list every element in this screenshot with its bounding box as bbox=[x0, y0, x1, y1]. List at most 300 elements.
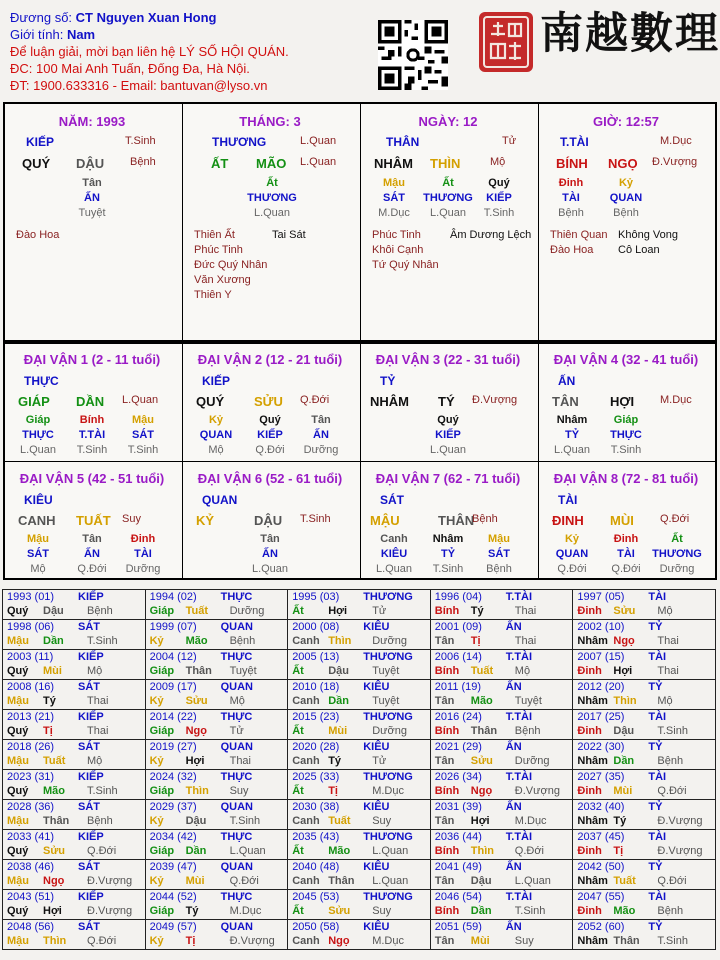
thapthan-label: THÂN bbox=[386, 135, 420, 149]
year-thapthan: KIẾP bbox=[78, 831, 104, 843]
year-label: 2040 (48) bbox=[292, 861, 340, 873]
dv-hidden-stem: Đinh bbox=[613, 533, 639, 545]
year-thapthan: THƯƠNG bbox=[363, 591, 413, 603]
year-thapthan: TÀI bbox=[648, 771, 667, 783]
year-branch: Dậu bbox=[43, 605, 64, 617]
year-cell bbox=[3, 920, 146, 950]
year-cell bbox=[430, 800, 573, 830]
year-label: 2052 (60) bbox=[577, 921, 625, 933]
year-stem: Nhâm bbox=[577, 635, 608, 647]
gender-value: Nam bbox=[66, 27, 96, 42]
dv-hidden-thapthan: TÀI bbox=[134, 548, 152, 560]
year-stem: Nhâm bbox=[577, 695, 608, 707]
year-cell bbox=[145, 770, 288, 800]
hidden-stem: Mậu bbox=[383, 177, 405, 189]
year-stem: Kỷ bbox=[149, 875, 164, 887]
year-thapthan: TÀI bbox=[648, 831, 667, 843]
year-stage: Dưỡng bbox=[372, 725, 407, 737]
year-cell bbox=[430, 650, 573, 680]
year-label: 2032 (40) bbox=[577, 801, 625, 813]
year-label: 2022 (30) bbox=[577, 741, 625, 753]
year-label: 2013 (21) bbox=[7, 711, 55, 723]
year-thapthan: TỶ bbox=[648, 861, 663, 873]
dv-hidden-thapthan: SÁT bbox=[132, 429, 154, 441]
year-stage: L.Quan bbox=[514, 875, 551, 887]
pillar-title: NĂM: 1993 bbox=[58, 114, 126, 129]
year-stem: Đinh bbox=[577, 725, 602, 737]
dai-van-stem: MẬU bbox=[370, 513, 400, 528]
year-stem: Giáp bbox=[149, 665, 175, 677]
dv-hidden-stem: Tân bbox=[82, 533, 102, 545]
dv-hidden-thapthan: THỰC bbox=[610, 429, 642, 441]
dv-hidden-stem: Mậu bbox=[132, 414, 154, 426]
star-left: Văn Xương bbox=[194, 274, 251, 286]
year-label: 2008 (16) bbox=[7, 681, 55, 693]
dai-van-thapthan: ẤN bbox=[558, 374, 576, 388]
pillar-title: NGÀY: 12 bbox=[418, 114, 478, 129]
pillar-2 bbox=[360, 104, 536, 340]
dai-van-title: ĐẠI VẬN 4 (32 - 41 tuổi) bbox=[553, 352, 699, 367]
year-cell bbox=[573, 710, 716, 740]
year-thapthan: THƯƠNG bbox=[363, 651, 413, 663]
year-cell bbox=[430, 680, 573, 710]
year-thapthan: SÁT bbox=[78, 921, 100, 933]
year-label: 2003 (11) bbox=[7, 651, 54, 663]
year-stem: Mậu bbox=[7, 875, 29, 887]
year-cell bbox=[145, 740, 288, 770]
dv-hidden-stem: Quý bbox=[437, 414, 459, 426]
year-cell bbox=[145, 920, 288, 950]
year-cell bbox=[145, 680, 288, 710]
year-branch: Sửu bbox=[43, 845, 66, 857]
hidden-stem: Ất bbox=[266, 177, 278, 189]
dai-van-stem: CANH bbox=[18, 513, 56, 528]
owner-name: CT Nguyen Xuan Hong bbox=[75, 10, 217, 25]
year-stage: Thai bbox=[229, 755, 251, 767]
star-left: Thiên Ất bbox=[194, 229, 235, 241]
year-stage: Bệnh bbox=[87, 815, 113, 827]
year-label: 1995 (03) bbox=[292, 591, 340, 603]
year-cell bbox=[288, 920, 431, 950]
year-cell bbox=[3, 770, 146, 800]
star-left: Tứ Quý Nhân bbox=[372, 259, 439, 271]
year-branch: Thìn bbox=[328, 635, 352, 647]
year-stem: Giáp bbox=[149, 725, 175, 737]
earthly-branch: THÌN bbox=[430, 156, 461, 171]
year-label: 2019 (27) bbox=[149, 741, 197, 753]
year-stage: Thai bbox=[657, 635, 679, 647]
year-stem: Quý bbox=[7, 905, 29, 917]
year-stage: Tuyệt bbox=[514, 695, 542, 707]
year-thapthan: TÀI bbox=[648, 591, 667, 603]
year-stem: Quý bbox=[7, 605, 29, 617]
year-stage: Đ.Vượng bbox=[657, 815, 703, 827]
hidden-stage: Tuyệt bbox=[78, 207, 106, 219]
year-stem: Quý bbox=[7, 785, 29, 797]
year-stage: Đ.Vượng bbox=[657, 845, 703, 857]
dv-hidden-stage: L.Quan bbox=[429, 444, 467, 456]
year-label: 1997 (05) bbox=[577, 591, 625, 603]
year-thapthan: KIÊU bbox=[363, 801, 390, 813]
year-cell bbox=[288, 740, 431, 770]
year-stem: Ất bbox=[292, 605, 304, 617]
year-label: 2044 (52) bbox=[149, 891, 197, 903]
year-thapthan: KIẾP bbox=[78, 591, 104, 603]
year-stage: T.Sinh bbox=[514, 905, 546, 917]
dai-van-stage: T.Sinh bbox=[300, 513, 331, 525]
dai-van-title: ĐẠI VẬN 6 (52 - 61 tuổi) bbox=[197, 471, 343, 486]
year-cell bbox=[430, 710, 573, 740]
hidden-thapthan: THƯƠNG bbox=[247, 192, 297, 204]
year-cell bbox=[288, 710, 431, 740]
stage-label: T.Sinh bbox=[125, 135, 156, 147]
year-label: 2018 (26) bbox=[7, 741, 55, 753]
year-branch: Sửu bbox=[470, 755, 493, 767]
year-stem: Mậu bbox=[7, 935, 29, 947]
year-stage: L.Quan bbox=[372, 845, 409, 857]
dv-hidden-thapthan: SÁT bbox=[27, 548, 49, 560]
year-stem: Giáp bbox=[149, 845, 175, 857]
heavenly-stem: QUÝ bbox=[22, 156, 51, 171]
dv-hidden-stage: T.Sinh bbox=[127, 444, 159, 456]
year-thapthan: THƯƠNG bbox=[363, 831, 413, 843]
year-branch: Dần bbox=[613, 755, 635, 767]
year-stem: Bính bbox=[434, 845, 460, 857]
dai-van-stem: GIÁP bbox=[18, 394, 50, 409]
year-thapthan: SÁT bbox=[78, 861, 100, 873]
year-thapthan: QUAN bbox=[220, 921, 253, 933]
year-label: 2037 (45) bbox=[577, 831, 625, 843]
year-label: 2047 (55) bbox=[577, 891, 625, 903]
dv-hidden-thapthan: QUAN bbox=[555, 548, 589, 560]
year-label: 2048 (56) bbox=[7, 921, 55, 933]
hidden-stage: L.Quan bbox=[429, 207, 467, 219]
dv-hidden-stem: Quý bbox=[259, 414, 281, 426]
year-stage: Mộ bbox=[514, 665, 531, 677]
year-label: 1993 (01) bbox=[7, 591, 55, 603]
dai-van-title: ĐẠI VẬN 2 (12 - 21 tuổi) bbox=[197, 352, 343, 367]
year-branch: Dần bbox=[185, 845, 207, 857]
year-branch: Tị bbox=[328, 785, 338, 797]
brand-logo: 南越數理 bbox=[540, 9, 720, 59]
year-thapthan: SÁT bbox=[78, 801, 100, 813]
owner-info bbox=[10, 9, 370, 94]
year-thapthan: TỶ bbox=[648, 801, 663, 813]
year-branch: Dần bbox=[328, 695, 349, 707]
thapthan-label: THƯƠNG bbox=[212, 135, 267, 149]
dv-hidden-thapthan: QUAN bbox=[199, 429, 233, 441]
earthly-branch: NGỌ bbox=[608, 156, 638, 171]
year-branch: Tý bbox=[43, 695, 56, 707]
year-thapthan: THỰC bbox=[220, 711, 253, 723]
year-stem: Tân bbox=[434, 875, 455, 887]
year-cell bbox=[145, 800, 288, 830]
year-branch: Ngọ bbox=[185, 725, 207, 737]
year-branch: Thân bbox=[43, 815, 70, 827]
year-stage: Q.Đới bbox=[514, 845, 544, 857]
dv-hidden-stem: Bính bbox=[79, 414, 105, 426]
year-stage: Suy bbox=[229, 785, 249, 797]
year-label: 2021 (29) bbox=[434, 741, 482, 753]
year-cell bbox=[288, 890, 431, 920]
hidden-thapthan: SÁT bbox=[383, 192, 405, 204]
year-cell bbox=[3, 650, 146, 680]
year-thapthan: KIẾP bbox=[78, 771, 104, 783]
dai-van-thapthan: KIÊU bbox=[24, 493, 53, 507]
year-stage: Đ.Vượng bbox=[87, 875, 133, 887]
year-thapthan: SÁT bbox=[78, 741, 100, 753]
year-stem: Tân bbox=[434, 755, 455, 767]
dai-van-3 bbox=[360, 344, 536, 461]
earthly-branch: DẬU bbox=[76, 156, 105, 171]
hidden-stem: Đinh bbox=[558, 177, 584, 189]
dv-hidden-stage: Mộ bbox=[208, 444, 224, 456]
dv-hidden-thapthan: ẤN bbox=[84, 548, 100, 560]
year-cell bbox=[573, 770, 716, 800]
year-cell bbox=[145, 710, 288, 740]
year-stage: T.Sinh bbox=[87, 785, 118, 797]
year-stage: T.Sinh bbox=[229, 815, 261, 827]
year-stage: Mộ bbox=[87, 755, 103, 767]
pillar-1 bbox=[182, 104, 358, 340]
dai-van-stage: L.Quan bbox=[122, 394, 159, 406]
year-thapthan: THỰC bbox=[220, 651, 253, 663]
year-branch: Dậu bbox=[328, 665, 349, 677]
dai-van-thapthan: THỰC bbox=[24, 374, 59, 388]
dv-hidden-stem: Đinh bbox=[130, 533, 156, 545]
year-branch: Ngọ bbox=[613, 635, 635, 647]
hidden-stage: M.Dục bbox=[378, 207, 410, 219]
year-branch: Sửu bbox=[613, 605, 636, 617]
year-branch: Mão bbox=[613, 905, 636, 917]
year-label: 2012 (20) bbox=[577, 681, 625, 693]
year-label: 2014 (22) bbox=[149, 711, 197, 723]
dv-hidden-stem: Mậu bbox=[488, 533, 510, 545]
year-cell bbox=[573, 590, 716, 620]
heavenly-stem: BÍNH bbox=[556, 156, 588, 171]
dai-van-branch: SỬU bbox=[254, 394, 283, 409]
year-thapthan: ẤN bbox=[505, 921, 522, 933]
hidden-stage: Bệnh bbox=[558, 207, 584, 219]
hidden-thapthan: THƯƠNG bbox=[423, 192, 473, 204]
year-label: 2020 (28) bbox=[292, 741, 340, 753]
year-cell bbox=[430, 590, 573, 620]
year-label: 2000 (08) bbox=[292, 621, 340, 633]
dv-hidden-stage: L.Quan bbox=[19, 444, 57, 456]
year-thapthan: T.TÀI bbox=[505, 651, 533, 663]
year-stage: Dưỡng bbox=[372, 635, 407, 647]
year-label: 2029 (37) bbox=[149, 801, 197, 813]
year-label: 2030 (38) bbox=[292, 801, 340, 813]
year-stem: Tân bbox=[434, 695, 455, 707]
hidden-stem: Quý bbox=[488, 177, 510, 189]
year-cell bbox=[288, 830, 431, 860]
year-cell bbox=[288, 620, 431, 650]
year-branch: Hợi bbox=[328, 605, 348, 617]
year-label: 2011 (19) bbox=[434, 681, 482, 693]
year-cell bbox=[3, 710, 146, 740]
year-branch: Thìn bbox=[43, 935, 67, 947]
pillar-stage: L.Quan bbox=[300, 156, 337, 168]
star-right: Cô Loan bbox=[618, 244, 660, 256]
year-cell bbox=[430, 740, 573, 770]
year-stem: Canh bbox=[292, 875, 320, 887]
red-seal-stamp bbox=[477, 10, 535, 74]
year-cell bbox=[145, 650, 288, 680]
year-cell bbox=[145, 860, 288, 890]
year-stem: Nhâm bbox=[577, 875, 608, 887]
year-thapthan: THỰC bbox=[220, 771, 253, 783]
thapthan-label: T.TÀI bbox=[560, 135, 589, 149]
year-stem: Tân bbox=[434, 635, 455, 647]
year-cell bbox=[573, 890, 716, 920]
hidden-stem: Kỷ bbox=[618, 177, 634, 189]
year-branch: Dần bbox=[470, 905, 492, 917]
year-branch: Mùi bbox=[43, 665, 62, 677]
dv-hidden-stem: Kỷ bbox=[208, 414, 224, 426]
dai-van-stem: TÂN bbox=[552, 394, 579, 409]
year-branch: Tuất bbox=[470, 665, 494, 677]
year-stage: Bệnh bbox=[657, 905, 684, 917]
pillar-stage: Bệnh bbox=[130, 156, 156, 168]
year-stage: Tuyệt bbox=[372, 695, 400, 707]
year-label: 2028 (36) bbox=[7, 801, 55, 813]
year-label: 2006 (14) bbox=[434, 651, 482, 663]
dai-van-stage: Bệnh bbox=[472, 513, 498, 525]
year-cell bbox=[3, 620, 146, 650]
year-branch: Ngọ bbox=[470, 785, 493, 797]
pillar-3 bbox=[538, 104, 714, 340]
year-branch: Mùi bbox=[185, 875, 205, 887]
year-stage: Tử bbox=[372, 755, 387, 767]
dv-hidden-stage: Dưỡng bbox=[125, 563, 161, 575]
year-thapthan: T.TÀI bbox=[505, 591, 533, 603]
year-stage: Q.Đới bbox=[229, 875, 259, 887]
year-thapthan: TỶ bbox=[648, 741, 663, 753]
dai-van-7 bbox=[360, 463, 536, 580]
year-cell bbox=[573, 740, 716, 770]
hidden-thapthan: KIẾP bbox=[486, 192, 512, 204]
year-label: 2034 (42) bbox=[149, 831, 197, 843]
dai-van-stem: NHÂM bbox=[370, 394, 409, 409]
dai-van-title: ĐẠI VẬN 1 (2 - 11 tuổi) bbox=[23, 352, 161, 367]
dv-hidden-stage: L.Quan bbox=[375, 563, 413, 575]
dv-hidden-stem: Giáp bbox=[25, 414, 51, 426]
year-cell bbox=[3, 740, 146, 770]
year-stem: Bính bbox=[434, 665, 460, 677]
year-branch: Tý bbox=[613, 815, 627, 827]
year-label: 2043 (51) bbox=[7, 891, 55, 903]
year-stage: Tử bbox=[229, 725, 244, 737]
year-stage: Tử bbox=[372, 605, 387, 617]
year-cell bbox=[573, 830, 716, 860]
year-stem: Kỷ bbox=[149, 695, 164, 707]
dai-van-thapthan: TÀI bbox=[558, 493, 578, 507]
year-thapthan: TỶ bbox=[648, 621, 663, 633]
year-stage: Q.Đới bbox=[657, 785, 687, 797]
year-thapthan: ẤN bbox=[505, 801, 522, 813]
year-stem: Canh bbox=[292, 815, 320, 827]
dai-van-8 bbox=[538, 463, 714, 580]
dv-hidden-stage: Q.Đới bbox=[611, 563, 641, 575]
year-branch: Thìn bbox=[185, 785, 209, 797]
year-thapthan: TỶ bbox=[648, 921, 663, 933]
year-stage: Đ.Vượng bbox=[229, 935, 275, 947]
dai-van-title: ĐẠI VẬN 8 (72 - 81 tuổi) bbox=[553, 471, 699, 486]
year-thapthan: TÀI bbox=[648, 891, 667, 903]
year-thapthan: SÁT bbox=[78, 681, 100, 693]
dv-hidden-thapthan: KIÊU bbox=[380, 548, 408, 560]
year-stem: Giáp bbox=[149, 785, 175, 797]
year-label: 2036 (44) bbox=[434, 831, 482, 843]
year-branch: Dậu bbox=[470, 875, 492, 887]
dai-van-title: ĐẠI VẬN 7 (62 - 71 tuổi) bbox=[375, 471, 521, 486]
year-stem: Bính bbox=[434, 725, 460, 737]
year-stem: Nhâm bbox=[577, 755, 608, 767]
star-left: Khôi Cạnh bbox=[372, 244, 424, 256]
pillar-0 bbox=[4, 104, 180, 340]
dv-hidden-stage: T.Sinh bbox=[76, 444, 108, 456]
year-stem: Tân bbox=[434, 815, 455, 827]
year-stage: Q.Đới bbox=[657, 875, 687, 887]
year-stem: Bính bbox=[434, 905, 460, 917]
year-cell bbox=[288, 770, 431, 800]
dv-hidden-thapthan: TỶ bbox=[564, 429, 580, 441]
dv-hidden-thapthan: TÀI bbox=[617, 548, 635, 560]
phone-email: ĐT: 1900.633316 - Email: bantuvan@lyso.vn bbox=[10, 78, 268, 93]
year-stage: Thai bbox=[514, 605, 537, 617]
dv-hidden-thapthan: THỰC bbox=[22, 429, 54, 441]
year-label: 2035 (43) bbox=[292, 831, 340, 843]
year-label: 2045 (53) bbox=[292, 891, 340, 903]
star-left: Thiên Quan bbox=[550, 229, 608, 241]
year-label: 2042 (50) bbox=[577, 861, 625, 873]
year-label: 2039 (47) bbox=[149, 861, 197, 873]
star-left: Đào Hoa bbox=[16, 229, 60, 241]
year-stem: Đinh bbox=[577, 785, 602, 797]
year-branch: Tị bbox=[43, 725, 53, 737]
year-thapthan: QUAN bbox=[220, 621, 253, 633]
year-stage: Q.Đới bbox=[87, 935, 117, 947]
year-branch: Tuất bbox=[328, 815, 351, 827]
year-thapthan: ẤN bbox=[505, 861, 522, 873]
year-label: 2015 (23) bbox=[292, 711, 340, 723]
year-stage: Mộ bbox=[229, 695, 245, 707]
contact-note: Để luận giải, mời bạn liên hệ LÝ SỐ HỘI QUÁN. bbox=[10, 44, 289, 59]
year-branch: Tị bbox=[613, 845, 624, 857]
dai-van-stage: Q.Đới bbox=[300, 394, 330, 406]
year-cell bbox=[145, 620, 288, 650]
year-cell bbox=[3, 680, 146, 710]
year-label: 2041 (49) bbox=[434, 861, 482, 873]
dai-van-6 bbox=[182, 463, 358, 580]
year-stem: Canh bbox=[292, 695, 320, 707]
year-label: 2025 (33) bbox=[292, 771, 340, 783]
dv-hidden-thapthan: TỶ bbox=[440, 548, 456, 560]
year-stage: Thai bbox=[514, 635, 537, 647]
year-stem: Canh bbox=[292, 635, 320, 647]
dv-hidden-thapthan: SÁT bbox=[488, 548, 510, 560]
year-stem: Giáp bbox=[149, 905, 175, 917]
dai-van-branch: MÙI bbox=[610, 513, 634, 528]
year-label: 2051 (59) bbox=[434, 921, 482, 933]
dai-van-4 bbox=[538, 344, 714, 461]
year-stage: Đ.Vượng bbox=[87, 905, 133, 917]
year-stem: Kỷ bbox=[149, 815, 164, 827]
year-stem: Nhâm bbox=[577, 815, 608, 827]
dai-van-thapthan: SÁT bbox=[380, 493, 404, 507]
year-cell bbox=[430, 770, 573, 800]
